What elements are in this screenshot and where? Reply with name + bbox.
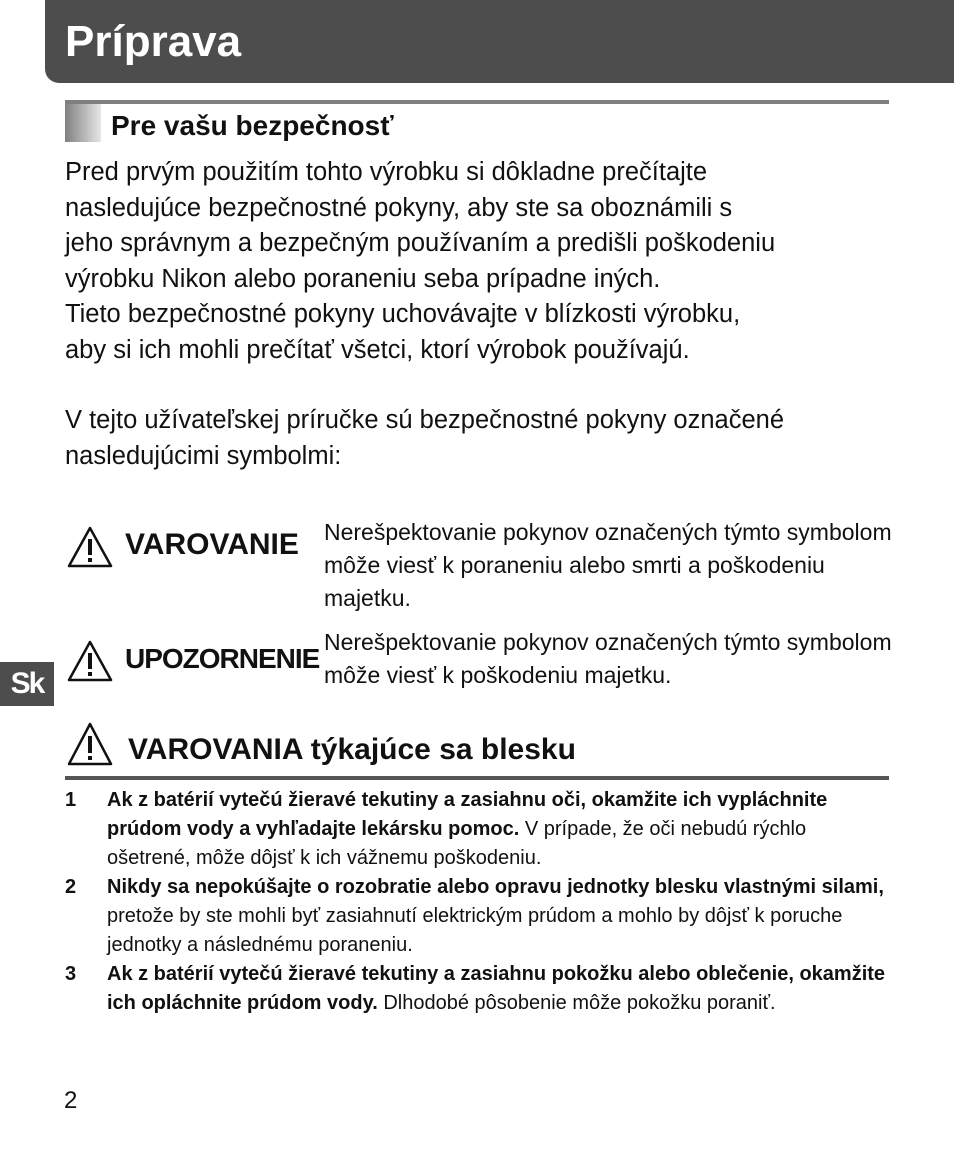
item-number: 3: [65, 963, 77, 985]
flash-warnings-header: [65, 720, 889, 780]
item-bold-text: Ak z batérií vytečú žieravé tekutiny a zasiahnu oči, okamžite ich vypláchnite prúdom vody a vyhľadajte lekársku pomoc.: [107, 789, 828, 840]
section-marker: [65, 104, 101, 142]
caution-triangle-icon: [67, 640, 113, 682]
warning-text: Nerešpektovanie pokynov označených týmto symbolom môže viesť k poraneniu alebo smrti a poškodeniu majetku.: [324, 519, 892, 611]
intro-line: Tieto bezpečnostné pokyny uchovávajte v blízkosti výrobku,: [65, 300, 741, 328]
symbols-intro-line: nasledujúcimi symbolmi:: [65, 441, 342, 470]
list-item: [65, 873, 895, 960]
list-item: [65, 960, 895, 1018]
item-text: pretože by ste mohli byť zasiahnutí elektrickým prúdom a mohlo by dôjsť k poruche jednotky a následnému poraneniu.: [107, 905, 843, 956]
item-number: 1: [65, 789, 77, 811]
item-number: 2: [65, 876, 77, 898]
warning-label: VAROVANIE: [125, 528, 299, 561]
intro-line: jeho správnym a bezpečným používaním a predišli poškodeniu: [65, 229, 776, 257]
warning-triangle-icon: [67, 722, 113, 766]
caution-label: UPOZORNENIE: [125, 643, 320, 674]
caution-text: Nerešpektovanie pokynov označených týmto symbolom môže viesť k poškodeniu majetku.: [324, 629, 892, 688]
safety-section-header: [65, 100, 889, 146]
symbols-intro-line: V tejto užívateľskej príručke sú bezpečnostné pokyny označené: [65, 406, 785, 434]
safety-intro: [65, 155, 895, 474]
intro-line: výrobku Nikon alebo poraneniu seba prípadne iných.: [65, 264, 661, 293]
flash-warnings-heading: VAROVANIA týkajúce sa blesku: [128, 733, 576, 766]
page-title: Príprava: [65, 17, 242, 66]
intro-line: aby si ich mohli prečítať všetci, ktorí výrobok používajú.: [65, 335, 690, 364]
item-bold-text: Nikdy sa nepokúšajte o rozobratie alebo opravu jednotky blesku vlastnými silami,: [107, 876, 884, 898]
page-number: 2: [64, 1087, 78, 1114]
flash-warnings-list: [65, 786, 895, 1018]
language-tab: Sk: [0, 662, 54, 706]
safety-heading: Pre vašu bezpečnosť: [111, 110, 394, 141]
title-bar: [45, 0, 954, 83]
warning-triangle-icon: [67, 526, 113, 568]
intro-line: Pred prvým použitím tohto výrobku si dôkladne prečítajte: [65, 158, 708, 186]
item-text: V prípade, že oči nebudú rýchlo ošetrené, môže dôjsť k ich vážnemu poškodeniu.: [107, 818, 807, 869]
list-item: [65, 786, 895, 873]
item-bold-text: Ak z batérií vytečú žieravé tekutiny a zasiahnu pokožku alebo oblečenie, okamžite ich opláchnite prúdom vody.: [107, 963, 886, 1014]
intro-line: nasledujúce bezpečnostné pokyny, aby ste sa oboznámili s: [65, 193, 733, 222]
item-text: Dlhodobé pôsobenie môže pokožku poraniť.: [377, 992, 776, 1014]
